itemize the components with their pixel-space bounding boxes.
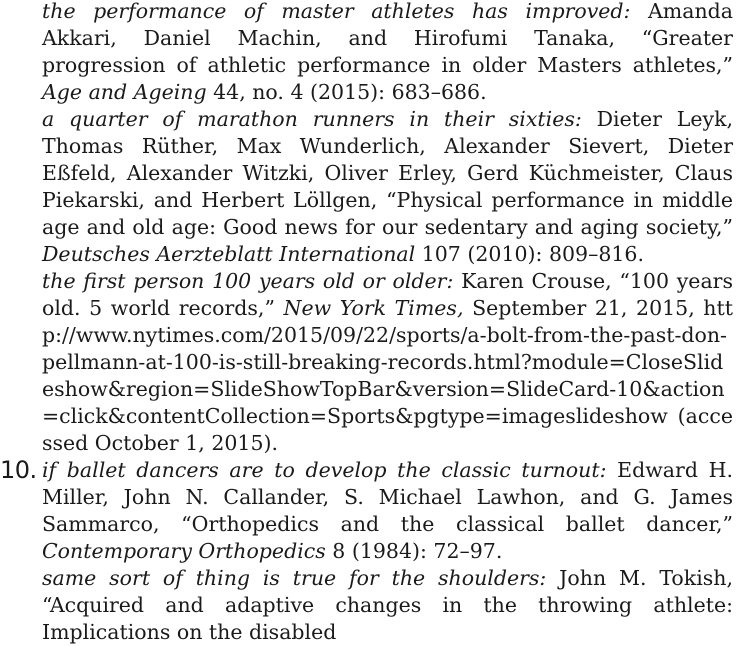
endnote-100-years-old xyxy=(0,268,739,457)
endnote-citation-details: 8 (1984): 72–97. xyxy=(325,539,503,563)
endnote-cue: the first person 100 years old or older: xyxy=(42,269,454,293)
endnote-citation-text: Karen Crouse, “100 years old. 5 world records,” xyxy=(42,269,733,320)
endnote-master-athletes xyxy=(0,0,739,106)
endnote-journal-title: Age and Ageing xyxy=(42,80,207,104)
endnote-journal-title: Contemporary Orthopedics xyxy=(42,539,326,563)
endnote-shoulders xyxy=(0,565,739,646)
endnote-citation-details: 107 (2010): 809–816. xyxy=(415,242,644,266)
endnote-citation-text: John M. Tokish, “Acquired and adaptive changes in the throwing athlete: Implications on the disabled xyxy=(42,566,733,644)
endnote-ballet-turnout xyxy=(0,457,739,565)
endnote-marathon-runners xyxy=(0,106,739,268)
endnote-cue: the performance of master athletes has improved: xyxy=(42,0,631,23)
endnote-cue: a quarter of marathon runners in their sixties: xyxy=(42,107,582,131)
endnote-number: 10. xyxy=(0,456,37,484)
endnote-citation-text: Amanda Akkari, Daniel Machin, and Hirofumi Tanaka, “Greater progression of athletic performance in older Masters athletes,” xyxy=(42,0,734,77)
endnote-citation-text: Edward H. Miller, John N. Callander, S. Michael Lawhon, and G. James Sammarco, “Orthopedics and the classical ballet dancer,” xyxy=(42,458,733,536)
endnote-journal-title: New York Times, xyxy=(283,296,464,320)
endnote-citation-details: 44, no. 4 (2015): 683–686. xyxy=(206,80,487,104)
endnote-citation-text: Dieter Leyk, Thomas Rüther, Max Wunderlich, Alexander Sievert, Dieter Eßfeld, Alexander Witzki, Oliver Erley, Gerd Küchmeister, Claus Piekarski, and Herbert Löllgen, “Physical performance in middle age and old age: Good news for our sedentary and aging society,” xyxy=(42,107,734,239)
endnote-cue: if ballet dancers are to develop the classic turnout: xyxy=(42,458,607,482)
endnote-citation-details: September 21, 2015, http://www.nytimes.com/2015/09/22/sports/a-bolt-from-the-past-don-pellmann-at-100-is-still-breaking-records.html?module=CloseSlideshow&region=SlideShowTopBar&version=SlideCard-10&action=click&contentCollection=Sports&pgtype=imageslideshow (accessed October 1, 2015). xyxy=(42,296,733,455)
endnote-cue: same sort of thing is true for the shoulders: xyxy=(42,566,547,590)
endnote-journal-title: Deutsches Aerzteblatt International xyxy=(42,242,416,266)
